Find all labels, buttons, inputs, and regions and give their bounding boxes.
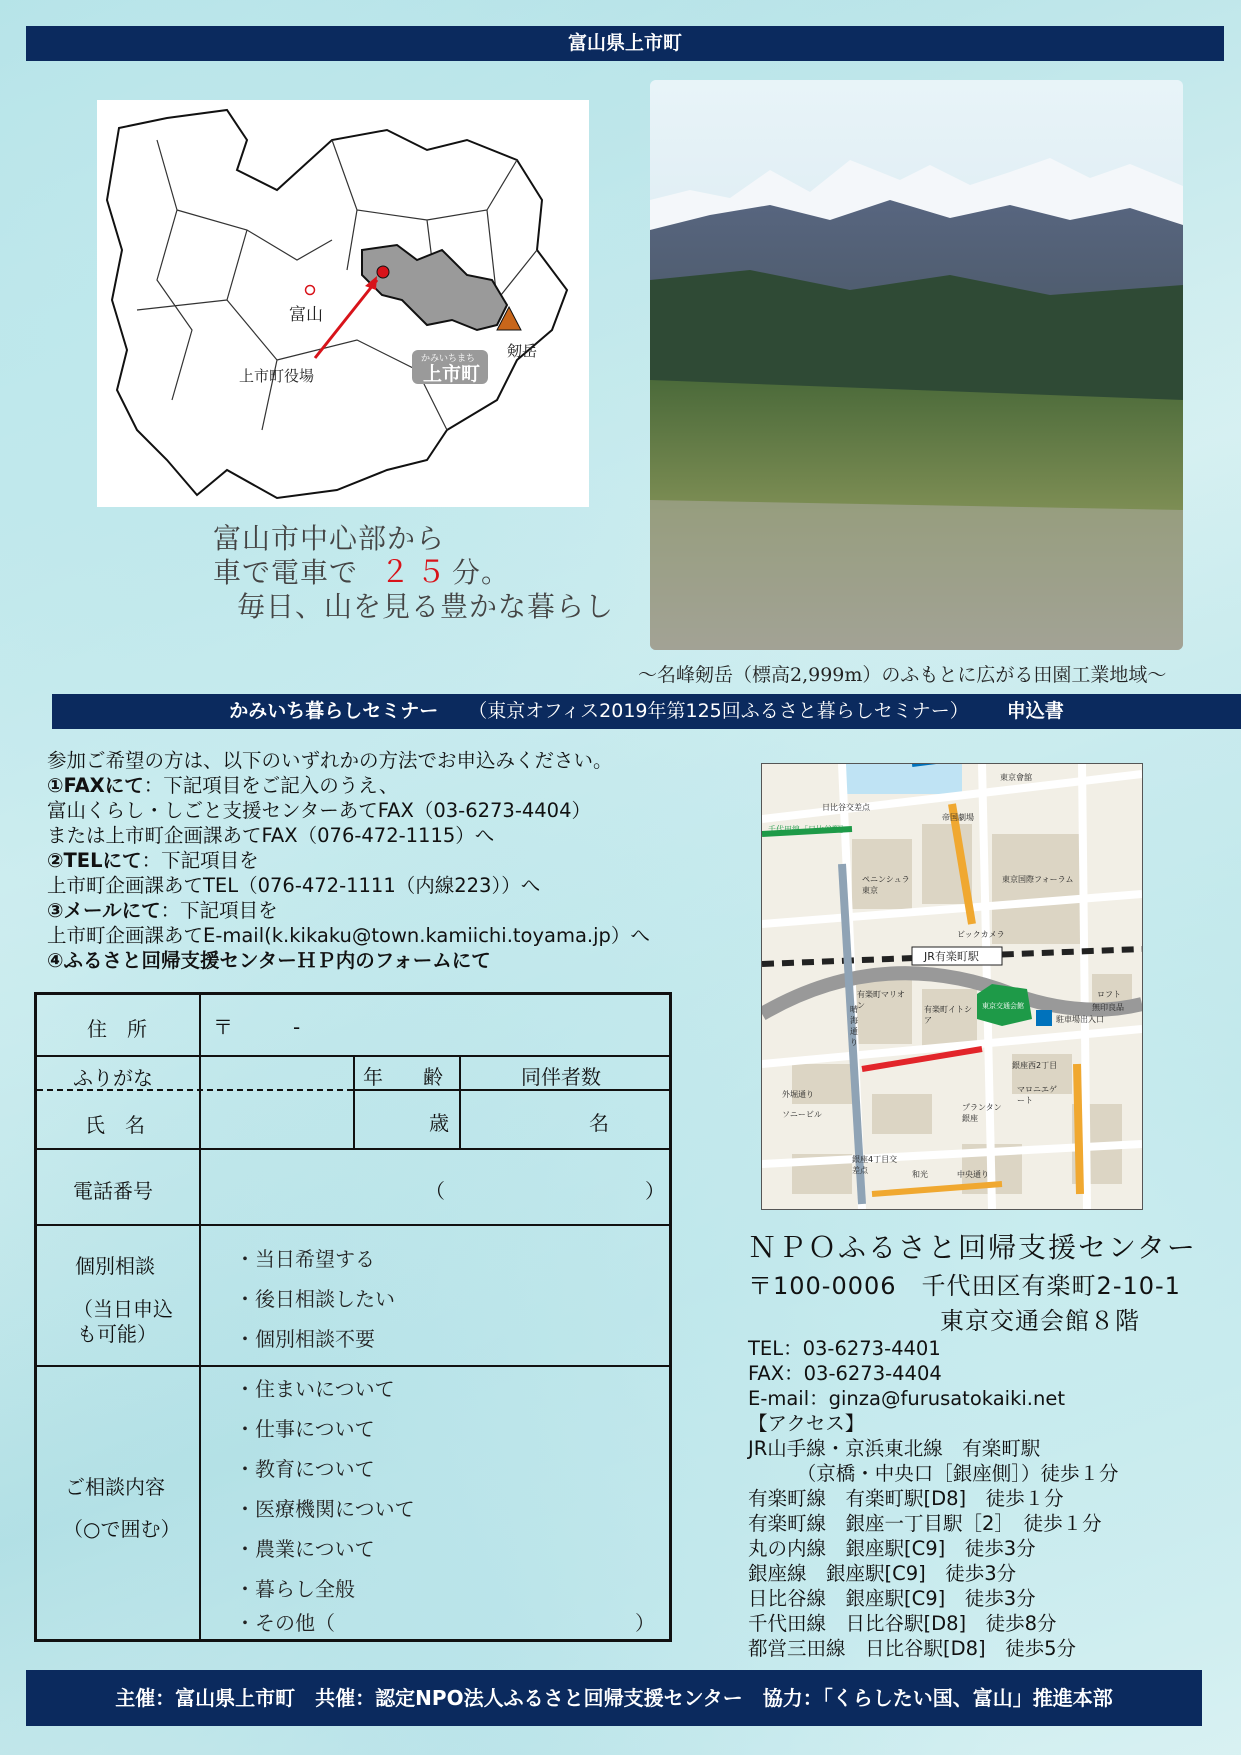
- map-label-tsurugi: 剱岳: [507, 342, 538, 360]
- npo-access-line: JR山手線・京浜東北線 有楽町駅: [748, 1437, 1041, 1460]
- npo-access-line: 千代田線 日比谷駅[D8] 徒歩8分: [748, 1612, 1057, 1635]
- phone-field[interactable]: （ ）: [425, 1179, 665, 1203]
- topic-option[interactable]: ・仕事について: [235, 1417, 375, 1441]
- access-map-label: 銀座西2丁目: [1012, 1061, 1058, 1070]
- fax-tail: ：下記項目をご記入のうえ、: [143, 774, 399, 797]
- instructions: [47, 748, 727, 973]
- access-map-label: ソニービル: [782, 1110, 822, 1119]
- tel-head: ②TELにて: [47, 849, 142, 872]
- address-label: 住 所: [87, 1017, 147, 1041]
- topic-option[interactable]: ・農業について: [235, 1537, 375, 1561]
- companions-unit[interactable]: 名: [589, 1111, 609, 1135]
- npo-access-line: （京橋・中央口［銀座側］）徒歩１分: [748, 1462, 1119, 1485]
- topic-option[interactable]: ・教育について: [235, 1457, 375, 1481]
- consult-option[interactable]: ・当日希望する: [235, 1247, 375, 1271]
- access-map-label: 無印良品: [1092, 1003, 1124, 1012]
- topic-label-2: （○で囲む）: [63, 1517, 181, 1541]
- npo-access-line: 有楽町線 有楽町駅[D8] 徒歩１分: [748, 1487, 1064, 1510]
- catch-line-2: [213, 556, 614, 590]
- form-row-line-1: [37, 1055, 669, 1057]
- npo-tel: TEL：03-6273-4401: [748, 1337, 941, 1360]
- form-row-line-2: [37, 1148, 669, 1150]
- fax-head: ①FAXにて: [47, 774, 144, 797]
- form-divider-age-right: [459, 1055, 461, 1148]
- toyama-map: [97, 100, 589, 507]
- npo-name: ＮＰＯふるさと回帰支援センター: [748, 1231, 1197, 1264]
- topic-option[interactable]: ・暮らし全般: [235, 1577, 355, 1601]
- map-town-name: 上市町: [423, 363, 481, 385]
- npo-fax: FAX：03-6273-4404: [748, 1362, 942, 1385]
- access-map-label: ペニンシュラ東京: [862, 875, 910, 895]
- instructions-mail: [47, 898, 727, 923]
- instructions-tel: [47, 848, 727, 873]
- instructions-tel-line2: 上市町企画課あてTEL（076-472-1111（内線223））へ: [47, 874, 541, 897]
- access-map-label: 有楽町マリオン: [857, 990, 905, 1010]
- npo-access-line: 日比谷線 銀座駅[C9] 徒歩3分: [748, 1587, 1036, 1610]
- npo-building: 東京交通会館８階: [940, 1307, 1140, 1335]
- access-map-label: 帝国劇場: [942, 813, 974, 822]
- tel-tail: ：下記項目を: [141, 849, 259, 872]
- catch-line-2b: 分。: [452, 556, 511, 589]
- access-map: [761, 763, 1143, 1210]
- map-label-toyama: 富山: [289, 305, 323, 325]
- npo-access-line: 銀座線 銀座駅[C9] 徒歩3分: [748, 1562, 1017, 1585]
- form-divider-main: [199, 995, 201, 1640]
- access-map-label: ロフト: [1097, 990, 1121, 999]
- phone-label: 電話番号: [73, 1179, 153, 1203]
- consult-label-2: （当日申込: [73, 1297, 173, 1321]
- npo-access-line: 丸の内線 銀座駅[C9] 徒歩3分: [748, 1537, 1036, 1560]
- map-label-office: 上市町役場: [239, 367, 315, 385]
- topic-option[interactable]: ・医療機関について: [235, 1497, 415, 1521]
- npo-access-title: 【アクセス】: [748, 1412, 865, 1435]
- furigana-field[interactable]: [203, 1057, 351, 1087]
- toyama-map-svg: [97, 100, 589, 507]
- access-map-label: 外堀通り: [782, 1090, 814, 1099]
- access-map-label: 東京国際フォーラム: [1002, 875, 1074, 884]
- npo-access-line: 都営三田線 日比谷駅[D8] 徒歩5分: [748, 1637, 1077, 1660]
- access-station-label: JR有楽町駅: [924, 950, 979, 963]
- topic-option-other[interactable]: ・その他（ ）: [235, 1611, 655, 1635]
- access-map-label: 駐車場出入口: [1056, 1015, 1104, 1024]
- topic-option[interactable]: ・住まいについて: [235, 1377, 395, 1401]
- consult-label-1: 個別相談: [75, 1254, 155, 1278]
- instructions-mail-line2: 上市町企画課あてE-mail(k.kikaku@town.kamiichi.toyama.jp）へ: [47, 924, 650, 947]
- name-field[interactable]: [203, 1093, 351, 1145]
- web-form-head: ④ふるさと回帰支援センターＨＰ内のフォームにて: [47, 949, 491, 972]
- consult-label-3: も可能）: [77, 1322, 157, 1346]
- access-map-label: 中央通り: [957, 1170, 989, 1179]
- catch-line-3: 毎日、山を見る豊かな暮らし: [237, 590, 615, 623]
- seminar-title: かみいち暮らしセミナー: [229, 700, 439, 722]
- access-map-label: マロニエゲート: [1017, 1085, 1057, 1105]
- mail-tail: ：下記項目を: [160, 899, 278, 922]
- footer-bar: [26, 1670, 1202, 1726]
- form-row-line-3: [37, 1224, 669, 1226]
- catch-line-2a: 車で電車で: [213, 556, 359, 589]
- npo-access-line: 有楽町線 銀座一丁目駅［2］ 徒歩１分: [748, 1512, 1102, 1535]
- instructions-fax-line3: または上市町企画課あてFAX（076-472-1115）へ: [47, 824, 495, 847]
- npo-info: [748, 1226, 1197, 1661]
- consult-option[interactable]: ・個別相談不要: [235, 1327, 375, 1351]
- mountain-photo-svg: [650, 80, 1183, 650]
- npo-postal-address: 〒100-0006 千代田区有楽町2-10-1: [748, 1272, 1181, 1300]
- access-map-label: プランタン銀座: [962, 1103, 1002, 1123]
- topic-label-1: ご相談内容: [65, 1475, 165, 1499]
- consult-option[interactable]: ・後日相談したい: [235, 1287, 395, 1311]
- instructions-intro: 参加ご希望の方は、以下のいずれかの方法でお申込みください。: [47, 749, 613, 772]
- access-map-label: 和光: [912, 1170, 928, 1179]
- application-form: [34, 992, 672, 1642]
- form-row-line-4: [37, 1365, 669, 1367]
- mail-head: ③メールにて: [47, 899, 161, 922]
- mountain-photo: [650, 80, 1183, 650]
- seminar-subtitle: （東京オフィス2019年第125回ふるさと暮らしセミナー）: [468, 700, 969, 722]
- access-map-label: 日比谷交差点: [822, 803, 870, 812]
- access-map-label: 千代田線［日比谷駅］: [768, 825, 848, 834]
- header-bar: [26, 26, 1224, 61]
- access-map-label: ビックカメラ: [957, 930, 1005, 939]
- furigana-label: ふりがな: [73, 1066, 153, 1090]
- companions-label: 同伴者数: [521, 1065, 601, 1089]
- instructions-web: [47, 948, 727, 973]
- npo-email[interactable]: E-mail：ginza@furusatokaiki.net: [748, 1387, 1065, 1410]
- seminar-label: 申込書: [1006, 700, 1064, 722]
- name-label: 氏 名: [85, 1113, 145, 1137]
- age-unit[interactable]: 歳: [429, 1111, 449, 1135]
- header-title: 富山県上市町: [567, 32, 682, 54]
- instructions-fax: [47, 773, 727, 798]
- footer-text: 主催：富山県上市町 共催：認定NPO法人ふるさと回帰支援センター 協力：「くらしたい国、富山」推進本部: [115, 1686, 1113, 1710]
- address-field[interactable]: 〒 -: [213, 1015, 301, 1039]
- form-divider-age-left: [353, 1055, 355, 1148]
- access-map-label: 東京會舘: [1000, 773, 1032, 782]
- seminar-bar: [52, 694, 1241, 729]
- instructions-fax-line2: 富山くらし・しごと支援センターあてFAX（03-6273-4404）: [47, 799, 591, 822]
- catch-copy: [213, 522, 614, 624]
- catch-line-1: 富山市中心部から: [213, 522, 446, 555]
- access-hall-label: 東京交通会館: [982, 1002, 1024, 1010]
- photo-caption: ～名峰剱岳（標高2,999m）のふもとに広がる田園工業地域～: [638, 664, 1167, 686]
- map-town-ruby: かみいちまち: [421, 354, 476, 364]
- access-map-label: 有楽町イトシア: [924, 1005, 972, 1025]
- catch-minutes: ２５: [380, 555, 453, 590]
- age-label: 年 齢: [363, 1065, 443, 1089]
- access-map-label: 銀座4丁目交差点: [852, 1155, 898, 1175]
- access-map-label: 晴海通り: [850, 1005, 858, 1047]
